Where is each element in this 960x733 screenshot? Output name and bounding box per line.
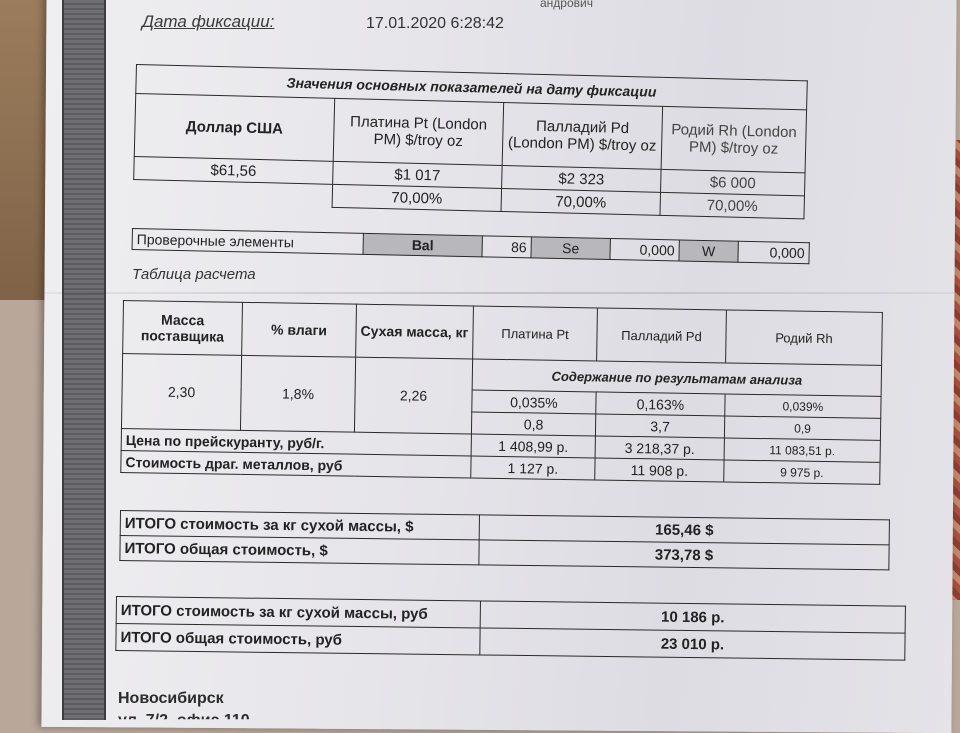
palladium-content-grams: 3,7 xyxy=(595,414,724,438)
date-label: Дата фиксации: xyxy=(142,12,275,31)
top-cut-text: андрович xyxy=(540,0,593,10)
platinum-content-grams: 0,8 xyxy=(471,412,595,436)
platinum-percent: 70,00% xyxy=(332,184,502,211)
rhodium-price-rub: 11 083,51 р. xyxy=(724,438,880,462)
perforated-margin xyxy=(62,0,106,720)
indicators-title: Значения основных показателей на дату фиксации xyxy=(136,65,808,110)
calc-platinum-header: Платина Pt xyxy=(473,306,598,361)
indicators-table xyxy=(133,64,808,219)
palladium-price: $2 323 xyxy=(502,165,662,192)
palladium-content-percent: 0,163% xyxy=(596,392,725,416)
totals-usd-table xyxy=(119,510,890,570)
rhodium-price: $6 000 xyxy=(661,169,806,196)
check-w-name: W xyxy=(679,240,738,262)
totals-rub-table xyxy=(115,596,906,661)
usd-per-kg-label: ИТОГО стоимость за кг сухой массы, $ xyxy=(120,511,479,540)
usd-total-value: 373,78 $ xyxy=(479,540,889,570)
rhodium-content-grams: 0,9 xyxy=(724,416,880,440)
cost-label: Стоимость драг. металлов, руб xyxy=(121,450,471,477)
moisture-header: % влаги xyxy=(242,302,357,357)
palladium-header: Палладий Pd (London PM) $/troy oz xyxy=(502,102,662,169)
platinum-price: $1 017 xyxy=(333,161,503,188)
rub-per-kg-value: 10 186 р. xyxy=(480,601,905,633)
check-label: Проверочные элементы xyxy=(132,229,363,255)
dry-mass-header: Сухая масса, кг xyxy=(356,304,474,359)
platinum-header: Платина Pt (London PM) $/troy oz xyxy=(333,98,503,165)
calc-title: Таблица расчета xyxy=(132,266,256,283)
rhodium-percent: 70,00% xyxy=(660,192,805,219)
check-w-value: 0,000 xyxy=(738,241,809,263)
usd-per-kg-value: 165,46 $ xyxy=(479,515,889,545)
calc-rhodium-header: Родий Rh xyxy=(726,310,883,365)
paper-fold xyxy=(44,292,954,294)
check-se-name: Se xyxy=(531,237,610,260)
rub-total-label: ИТОГО общая стоимость, руб xyxy=(116,624,480,655)
palladium-percent: 70,00% xyxy=(501,188,661,215)
rub-per-kg-label: ИТОГО стоимость за кг сухой массы, руб xyxy=(116,597,480,628)
palladium-price-rub: 3 218,37 р. xyxy=(595,436,724,460)
moisture-value: 1,8% xyxy=(240,355,355,432)
calc-palladium-header: Палладий Pd xyxy=(597,308,727,363)
city: Новосибирск xyxy=(118,690,224,707)
platinum-price-rub: 1 408,99 р. xyxy=(471,434,595,458)
analysis-label: Содержание по результатам анализа xyxy=(472,359,881,396)
rhodium-header: Родий Rh (London PM) $/troy oz xyxy=(661,106,806,172)
platinum-cost: 1 127 р. xyxy=(471,456,595,480)
rhodium-content-percent: 0,039% xyxy=(725,394,881,418)
check-bal-name: Bal xyxy=(363,233,482,256)
check-se-value: 0,000 xyxy=(610,239,679,261)
dry-mass-value: 2,26 xyxy=(354,357,472,434)
rub-total-value: 23 010 р. xyxy=(480,628,905,660)
usd-header: Доллар США xyxy=(134,94,334,162)
mass-header: Масса поставщика xyxy=(123,301,243,356)
palladium-cost: 11 908 р. xyxy=(595,458,724,482)
calc-table xyxy=(120,300,883,485)
rhodium-cost: 9 975 р. xyxy=(724,460,880,484)
usd-rate: $61,56 xyxy=(134,156,334,184)
platinum-content-percent: 0,035% xyxy=(472,390,596,414)
mass-value: 2,30 xyxy=(121,354,241,431)
date-value: 17.01.2020 6:28:42 xyxy=(366,15,504,32)
usd-total-label: ИТОГО общая стоимость, $ xyxy=(120,536,479,565)
price-label: Цена по прейскуранту, руб/г. xyxy=(121,428,471,455)
check-bal-value: 86 xyxy=(482,236,531,258)
